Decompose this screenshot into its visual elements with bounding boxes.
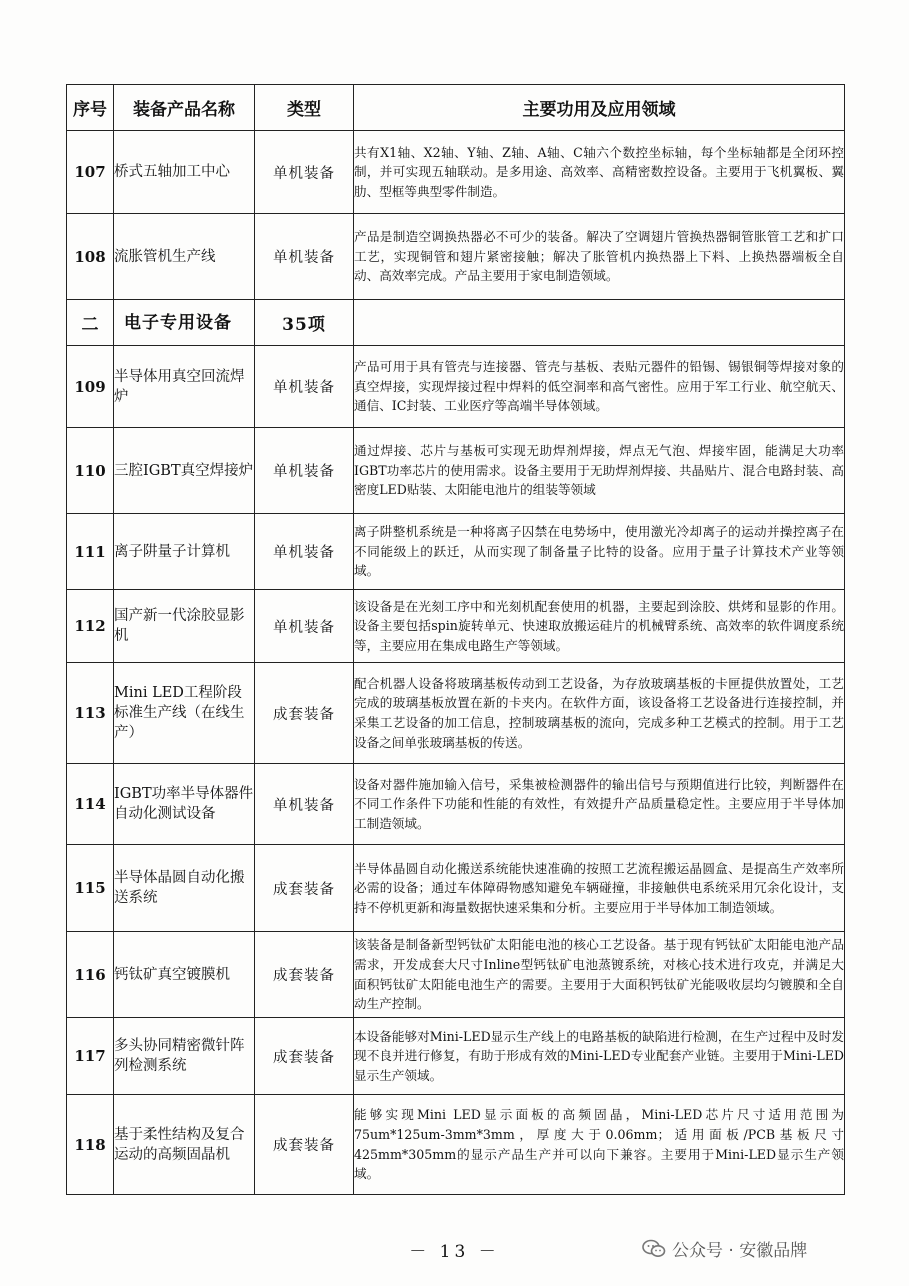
row-index: 114 — [67, 764, 114, 845]
row-name: 钙钛矿真空镀膜机 — [114, 932, 255, 1018]
page-number: － 13 － — [409, 1242, 500, 1262]
table-row — [67, 663, 845, 764]
table-row — [67, 214, 845, 300]
row-desc: 该设备是在光刻工序中和光刻机配套使用的机器，主要起到涂胶、烘烤和显影的作用。设备主要包括spin旋转单元、快速取放搬运硅片的机械臂系统、高效率的软件调度系统等，主要应用在集成电路生产等领域。 — [354, 590, 845, 663]
row-desc: 产品是制造空调换热器必不可少的装备。解决了空调翅片管换热器铜管胀管工艺和扩口工艺，实现铜管和翅片紧密接触；解决了胀管机内换热器上下料、上换热器端板全自动、高效率完成。产品主要用于家电制造领域。 — [354, 214, 845, 300]
table-row — [67, 1095, 845, 1195]
section-row — [67, 300, 845, 346]
row-name: 流胀管机生产线 — [114, 214, 255, 300]
wechat-icon — [642, 1238, 666, 1260]
watermark — [642, 1236, 807, 1261]
row-desc: 本设备能够对Mini-LED显示生产线上的电路基板的缺陷进行检测，在生产过程中及时发现不良并进行修复，有助于形成有效的Mini-LED专业配套产业链。主要用于Mini-LED显示生产领域。 — [354, 1018, 845, 1095]
row-type: 单机装备 — [255, 346, 354, 428]
row-desc: 配合机器人设备将玻璃基板传动到工艺设备，为存放玻璃基板的卡匣提供放置处，工艺完成的玻璃基板放置在新的卡夹内。在软件方面，该设备将工艺设备进行连接控制，并采集工艺设备的加工信息，控制玻璃基板的流向，完成多种工艺模式的控制。用于工艺设备之间单张玻璃基板的传送。 — [354, 663, 845, 764]
row-desc: 该装备是制备新型钙钛矿太阳能电池的核心工艺设备。基于现有钙钛矿太阳能电池产品需求，开发成套大尺寸Inline型钙钛矿电池蒸镀系统，对核心技术进行攻克，并满足大面积钙钛矿太阳能电池生产的需要。主要用于大面积钙钛矿光能吸收层均匀镀膜和全自动生产控制。 — [354, 932, 845, 1018]
table-row — [67, 1018, 845, 1095]
table-row — [67, 590, 845, 663]
row-index: 115 — [67, 845, 114, 932]
table-row — [67, 428, 845, 514]
header-type: 类型 — [255, 85, 354, 131]
row-desc: 能够实现Mini LED显示面板的高频固晶，Mini-LED芯片尺寸适用范围为75um*125um-3mm*3mm，厚度大于0.06mm；适用面板/PCB基板尺寸425mm*305mm的显示产品生产并可以向下兼容。主要用于Mini-LED显示生产领域。 — [354, 1095, 845, 1195]
table-row — [67, 514, 845, 590]
row-type: 单机装备 — [255, 590, 354, 663]
row-desc: 通过焊接、芯片与基板可实现无助焊剂焊接，焊点无气泡、焊接牢固，能满足大功率IGBT功率芯片的使用需求。设备主要用于无助焊剂焊接、共晶贴片、混合电路封装、高密度LED贴装、太阳能电池片的组装等领域 — [354, 428, 845, 514]
row-name: 半导体晶圆自动化搬送系统 — [114, 845, 255, 932]
row-name: 基于柔性结构及复合运动的高频固晶机 — [114, 1095, 255, 1195]
watermark-text: 公众号 · 安徽品牌 — [672, 1241, 808, 1261]
table-row — [67, 932, 845, 1018]
row-type: 成套装备 — [255, 1018, 354, 1095]
row-index: 118 — [67, 1095, 114, 1195]
row-type: 单机装备 — [255, 214, 354, 300]
equipment-table — [66, 84, 845, 1195]
table-row — [67, 764, 845, 845]
row-desc: 离子阱整机系统是一种将离子囚禁在电势场中，使用激光冷却离子的运动并操控离子在不同能级上的跃迁，从而实现了制备量子比特的设备。应用于量子计算技术产业等领域。 — [354, 514, 845, 590]
row-type: 单机装备 — [255, 514, 354, 590]
row-index: 116 — [67, 932, 114, 1018]
table-header-row — [67, 85, 845, 131]
section-desc-empty — [354, 300, 845, 346]
table-row — [67, 845, 845, 932]
row-index: 112 — [67, 590, 114, 663]
row-index: 113 — [67, 663, 114, 764]
header-name: 装备产品名称 — [114, 85, 255, 131]
table-row — [67, 131, 845, 214]
row-index: 109 — [67, 346, 114, 428]
row-name: 离子阱量子计算机 — [114, 514, 255, 590]
row-desc: 共有X1轴、X2轴、Y轴、Z轴、A轴、C轴六个数控坐标轴，每个坐标轴都是全闭环控制，并可实现五轴联动。是多用途、高效率、高精密数控设备。主要用于飞机翼板、翼肋、型框等典型零件制造。 — [354, 131, 845, 214]
row-type: 单机装备 — [255, 764, 354, 845]
row-index: 107 — [67, 131, 114, 214]
row-type: 单机装备 — [255, 428, 354, 514]
header-desc: 主要功用及应用领域 — [354, 85, 845, 131]
row-type: 单机装备 — [255, 131, 354, 214]
section-count: 35项 — [255, 300, 354, 346]
row-name: 半导体用真空回流焊炉 — [114, 346, 255, 428]
row-name: 多头协同精密微针阵列检测系统 — [114, 1018, 255, 1095]
section-name: 电子专用设备 — [114, 300, 255, 346]
row-name: Mini LED工程阶段标准生产线（在线生产） — [114, 663, 255, 764]
table-row — [67, 346, 845, 428]
row-name: 国产新一代涂胶显影机 — [114, 590, 255, 663]
header-index: 序号 — [67, 85, 114, 131]
row-index: 111 — [67, 514, 114, 590]
row-desc: 半导体晶圆自动化搬送系统能快速准确的按照工艺流程搬运晶圆盒、是提高生产效率所必需的设备；通过车体障碍物感知避免车辆碰撞，非接触供电系统采用冗余化设计，支持不停机更新和海量数据快速采集和分析。主要应用于半导体加工制造领域。 — [354, 845, 845, 932]
row-index: 110 — [67, 428, 114, 514]
row-desc: 设备对器件施加输入信号，采集被检测器件的输出信号与预期值进行比较，判断器件在不同工作条件下功能和性能的有效性，有效提升产品质量稳定性。主要应用于半导体加工制造领域。 — [354, 764, 845, 845]
row-type: 成套装备 — [255, 845, 354, 932]
row-name: 桥式五轴加工中心 — [114, 131, 255, 214]
row-type: 成套装备 — [255, 932, 354, 1018]
row-name: IGBT功率半导体器件自动化测试设备 — [114, 764, 255, 845]
row-index: 108 — [67, 214, 114, 300]
row-desc: 产品可用于具有管壳与连接器、管壳与基板、表贴元器件的铅锡、锡银铜等焊接对象的真空焊接，实现焊接过程中焊料的低空洞率和高气密性。应用于军工行业、航空航天、通信、IC封装、工业医疗等高端半导体领域。 — [354, 346, 845, 428]
row-name: 三腔IGBT真空焊接炉 — [114, 428, 255, 514]
row-type: 成套装备 — [255, 663, 354, 764]
section-index: 二 — [67, 300, 114, 346]
row-type: 成套装备 — [255, 1095, 354, 1195]
row-index: 117 — [67, 1018, 114, 1095]
